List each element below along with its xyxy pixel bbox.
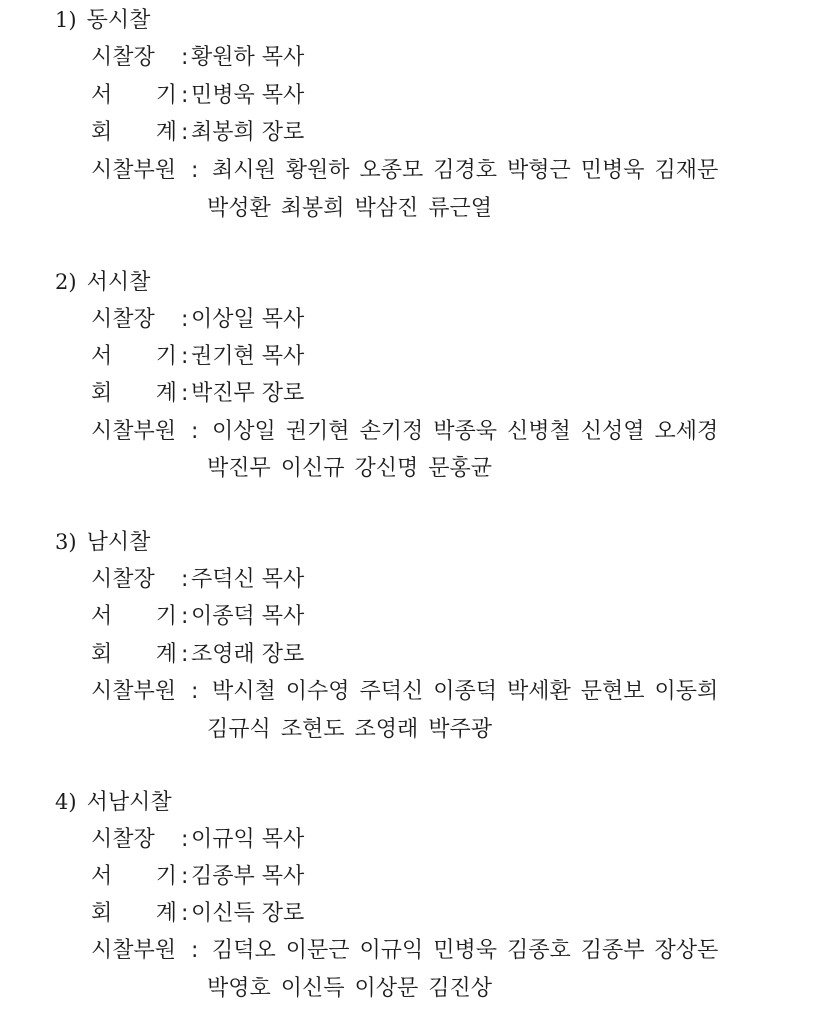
- section-heading: [55, 524, 150, 560]
- members-value: 최시원 황원하 오종모 김경호 박형근 민병욱 김재문: [212, 158, 719, 183]
- colon: :: [181, 642, 189, 667]
- colon: :: [181, 344, 189, 369]
- members-value: 박시철 이수영 주덕신 이종덕 박세환 문현보 이동희: [212, 679, 719, 704]
- members-label: 시찰부원: [91, 158, 177, 183]
- secretary-value: 민병욱 목사: [191, 83, 305, 108]
- colon: :: [181, 45, 189, 70]
- chief-value: 주덕신 목사: [191, 567, 305, 592]
- members-continuation: 김규식 조현도 조영래 박주광: [207, 717, 493, 742]
- section-number: 3): [55, 530, 77, 554]
- secretary-row: [0, 859, 830, 895]
- treasurer-row: [0, 115, 830, 151]
- secretary-row: [0, 339, 830, 375]
- secretary-row: [0, 599, 830, 635]
- colon: :: [181, 381, 189, 406]
- section-title: 서시찰: [86, 270, 151, 295]
- colon: :: [191, 679, 199, 704]
- chief-value: 황원하 목사: [191, 45, 305, 70]
- chief-row: [0, 822, 830, 858]
- treasurer-label: 회 계: [91, 381, 177, 406]
- secretary-row: [0, 78, 830, 114]
- colon: :: [181, 307, 189, 332]
- members-label: 시찰부원: [91, 679, 177, 704]
- secretary-label: 서 기: [91, 604, 177, 629]
- section-heading: [55, 2, 150, 38]
- secretary-value: 김종부 목사: [191, 864, 305, 889]
- members-continuation: 박성환 최봉희 박삼진 류근열: [207, 196, 493, 221]
- members-value: 김덕오 이문근 이규익 민병욱 김종호 김종부 장상돈: [212, 938, 719, 963]
- chief-label: 시찰장: [91, 827, 155, 852]
- members-continuation: 박진무 이신규 강신명 문홍균: [207, 456, 493, 481]
- colon: :: [181, 604, 189, 629]
- colon: :: [191, 938, 199, 963]
- colon: :: [191, 158, 199, 183]
- treasurer-value: 박진무 장로: [191, 381, 305, 406]
- members-row: [0, 933, 830, 969]
- colon: :: [181, 120, 189, 145]
- members-label: 시찰부원: [91, 938, 177, 963]
- treasurer-value: 이신득 장로: [191, 901, 305, 926]
- treasurer-label: 회 계: [91, 120, 177, 145]
- section-number: 1): [55, 8, 77, 32]
- chief-row: [0, 302, 830, 338]
- colon: :: [181, 901, 189, 926]
- section-title: 남시찰: [86, 530, 151, 555]
- treasurer-label: 회 계: [91, 642, 177, 667]
- treasurer-row: [0, 376, 830, 412]
- section-number: 2): [55, 270, 77, 294]
- treasurer-row: [0, 637, 830, 673]
- chief-label: 시찰장: [91, 307, 155, 332]
- members-row: [0, 414, 830, 450]
- members-row: [0, 153, 830, 189]
- chief-value: 이상일 목사: [191, 307, 305, 332]
- section-number: 4): [55, 790, 77, 814]
- treasurer-value: 조영래 장로: [191, 642, 305, 667]
- secretary-label: 서 기: [91, 344, 177, 369]
- section-title: 서남시찰: [86, 790, 172, 815]
- chief-value: 이규익 목사: [191, 827, 305, 852]
- section-heading: [55, 264, 150, 300]
- chief-label: 시찰장: [91, 567, 155, 592]
- secretary-label: 서 기: [91, 83, 177, 108]
- chief-label: 시찰장: [91, 45, 155, 70]
- secretary-label: 서 기: [91, 864, 177, 889]
- colon: :: [191, 419, 199, 444]
- secretary-value: 이종덕 목사: [191, 604, 305, 629]
- members-label: 시찰부원: [91, 419, 177, 444]
- chief-row: [0, 40, 830, 76]
- colon: :: [181, 864, 189, 889]
- section-heading: [55, 784, 172, 820]
- chief-row: [0, 562, 830, 598]
- members-value: 이상일 권기현 손기정 박종욱 신병철 신성열 오세경: [212, 419, 719, 444]
- treasurer-label: 회 계: [91, 901, 177, 926]
- secretary-value: 권기현 목사: [191, 344, 305, 369]
- treasurer-value: 최봉희 장로: [191, 120, 305, 145]
- treasurer-row: [0, 896, 830, 932]
- section-title: 동시찰: [86, 8, 151, 33]
- colon: :: [181, 83, 189, 108]
- colon: :: [181, 567, 189, 592]
- colon: :: [181, 827, 189, 852]
- members-continuation: 박영호 이신득 이상문 김진상: [207, 976, 493, 1001]
- members-row: [0, 674, 830, 710]
